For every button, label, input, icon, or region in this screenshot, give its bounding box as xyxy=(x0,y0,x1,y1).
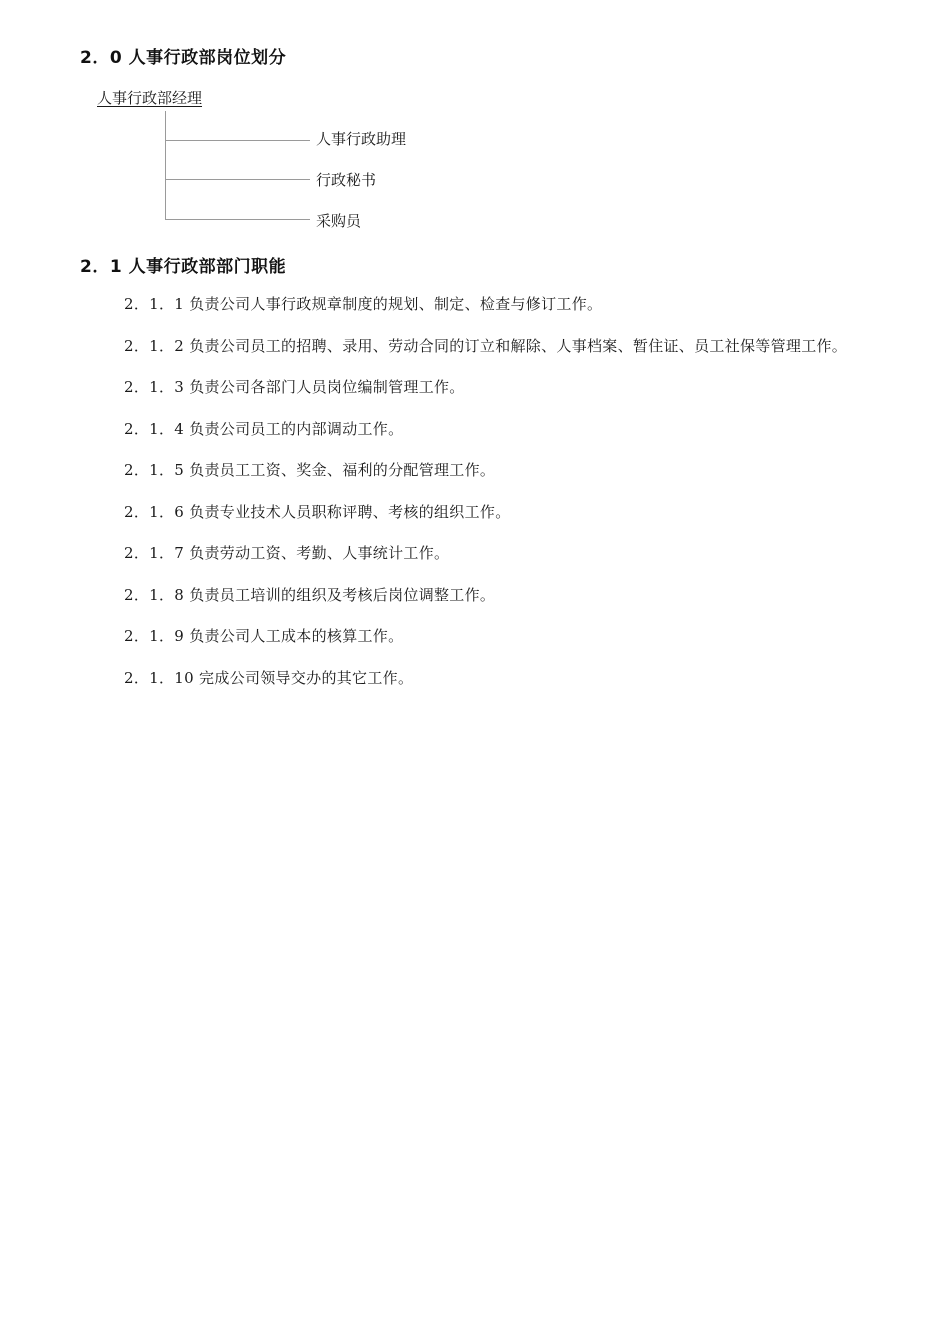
duty-item: 2．1．10 完成公司领导交办的其它工作。 xyxy=(124,668,414,687)
org-chart-trunk-line xyxy=(165,111,166,220)
duty-item: 2．1．2 负责公司员工的招聘、录用、劳动合同的订立和解除、人事档案、暂住证、员工社保等管理工作。 xyxy=(124,336,848,355)
org-chart-child-assistant: 人事行政助理 xyxy=(316,130,407,148)
duty-item: 2．1．8 负责员工培训的组织及考核后岗位调整工作。 xyxy=(124,585,496,604)
org-chart-root: 人事行政部经理 xyxy=(97,89,203,107)
duties-list xyxy=(80,284,872,699)
duty-item: 2．1．1 负责公司人事行政规章制度的规划、制定、检查与修订工作。 xyxy=(124,295,603,313)
org-chart-child-secretary: 行政秘书 xyxy=(316,171,377,189)
duty-item: 2．1．4 负责公司员工的内部调动工作。 xyxy=(124,419,404,438)
duty-item: 2．1．7 负责劳动工资、考勤、人事统计工作。 xyxy=(124,544,450,562)
org-chart-branch-line xyxy=(166,179,310,180)
duty-item: 2．1．3 负责公司各部门人员岗位编制管理工作。 xyxy=(124,378,465,396)
duty-item: 2．1．9 负责公司人工成本的核算工作。 xyxy=(124,627,404,645)
section-2-0-heading: 2．0 人事行政部岗位划分 xyxy=(80,48,287,68)
duty-item: 2．1．5 负责员工工资、奖金、福利的分配管理工作。 xyxy=(124,461,496,479)
org-chart-branch-line xyxy=(166,140,310,141)
org-chart-child-purchaser: 采购员 xyxy=(316,212,362,230)
section-2-1-heading: 2．1 人事行政部部门职能 xyxy=(80,257,287,277)
org-chart-branch-line xyxy=(166,219,310,220)
duty-item: 2．1．6 负责专业技术人员职称评聘、考核的组织工作。 xyxy=(124,502,511,521)
